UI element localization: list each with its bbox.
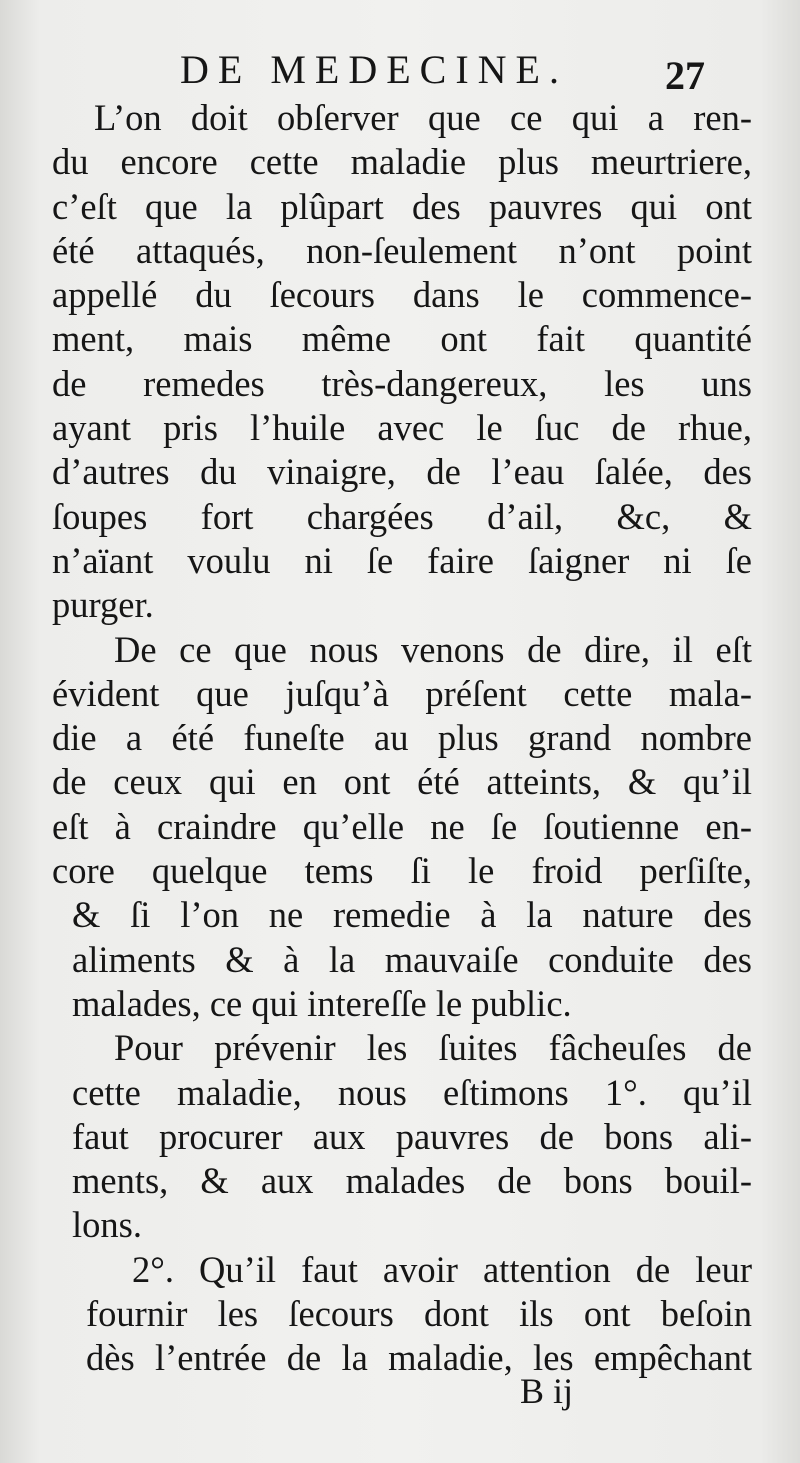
page-number: 27 <box>665 53 705 98</box>
text-line: d’autres du vinaigre, de l’eau ſalée, des <box>52 451 752 493</box>
text-line: évident que juſqu’à préſent cette mala- <box>52 672 752 714</box>
text-line: 2°. Qu’il faut avoir attention de leur <box>132 1248 752 1290</box>
text-line: purger. <box>52 584 154 626</box>
text-line: cette maladie, nous eſtimons 1°. qu’il <box>72 1071 752 1113</box>
text-line: ſoupes fort chargées d’ail, &c, & <box>52 495 752 537</box>
text-line: ment, mais même ont fait quantité <box>52 318 752 360</box>
text-line: n’aïant voulu ni ſe faire ſaigner ni ſe <box>52 539 752 581</box>
text-line: ments, & aux malades de bons bouil- <box>72 1160 752 1202</box>
text-line: core quelque tems ſi le froid perſiſte, <box>52 850 752 892</box>
body-text <box>52 96 752 1381</box>
text-line: aliments & à la mauvaiſe conduite des <box>72 938 752 980</box>
text-line: Pour prévenir les ſuites fâcheuſes de <box>114 1027 752 1069</box>
text-line: L’on doit obſerver que ce qui a ren- <box>94 97 752 138</box>
text-line: de ceux qui en ont été atteints, & qu’il <box>52 761 752 803</box>
running-head: DE MEDECINE. <box>180 47 568 92</box>
text-line: dès l’entrée de la maladie, les empêchant <box>86 1337 752 1379</box>
text-line: lons. <box>72 1204 142 1246</box>
text-line: du encore cette maladie plus meurtriere, <box>52 141 752 183</box>
text-line: malades, ce qui intereſſe le public. <box>72 982 572 1024</box>
text-line: fournir les ſecours dont ils ont beſoin <box>86 1293 752 1335</box>
text-line: été attaqués, non-ſeulement n’ont point <box>52 229 752 271</box>
text-line: De ce que nous venons de dire, il eſt <box>114 628 752 670</box>
text-line: de remedes très-dangereux, les uns <box>52 362 752 404</box>
text-line: eſt à craindre qu’elle ne ſe ſoutienne en- <box>52 805 752 847</box>
page-header <box>0 42 800 102</box>
text-line: appellé du ſecours dans le commence- <box>52 274 752 316</box>
text-line: ayant pris l’huile avec le ſuc de rhue, <box>52 407 752 449</box>
text-line: faut procurer aux pauvres de bons ali- <box>72 1115 752 1157</box>
text-line: & ſi l’on ne remedie à la nature des <box>72 894 752 936</box>
text-line: c’eſt que la plûpart des pauvres qui ont <box>52 185 752 227</box>
text-line: die a été funeſte au plus grand nombre <box>52 717 752 759</box>
signature-mark: B ij <box>520 1371 574 1411</box>
